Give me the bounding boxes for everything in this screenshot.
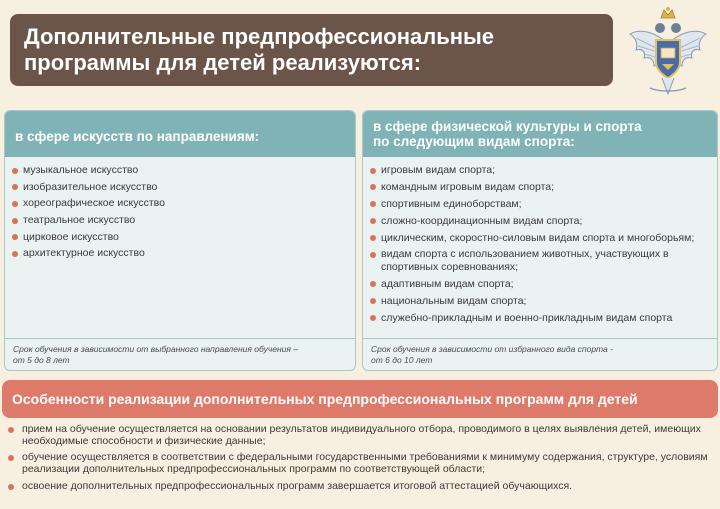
sport-panel-heading (363, 111, 717, 157)
arts-panel-heading (5, 111, 355, 157)
list-item: музыкальное искусство (11, 164, 349, 177)
list-item: служебно-прикладным и военно-прикладным видам спорта (369, 312, 711, 325)
page-title-line-1: Дополнительные предпрофессиональные (24, 24, 495, 49)
sport-heading-line-1: в сфере физической культуры и спорта (373, 119, 642, 134)
list-item: адаптивным видам спорта; (369, 278, 711, 291)
sport-duration-line-2: от 6 до 10 лет (371, 355, 433, 365)
arts-panel (4, 110, 356, 371)
list-item: циклическим, скоростно-силовым видам спорта и многоборьям; (369, 232, 711, 245)
arts-duration-line-2: от 5 до 8 лет (13, 355, 70, 365)
sport-duration-line-1: Срок обучения в зависимости от избранного вида спорта - (371, 344, 613, 354)
page-title-line-2: программы для детей реализуются: (24, 50, 422, 75)
sport-list (363, 157, 717, 324)
list-item: спортивным единоборствам; (369, 198, 711, 211)
features-list (4, 424, 718, 498)
list-item: цирковое искусство (11, 231, 349, 244)
list-item: архитектурное искусство (11, 247, 349, 260)
list-item: обучение осуществляется в соответствии с федеральными государственными требованиями к минимуму содержания, структуре, условиям реализации дополнительных предпрофессиональных программ по соответствующей области; (4, 452, 718, 475)
university-crest-icon (626, 4, 710, 100)
sport-duration-note (363, 338, 717, 370)
list-item: изобразительное искусство (11, 181, 349, 194)
arts-duration-line-1: Срок обучения в зависимости от выбранного направления обучения – (13, 344, 298, 354)
list-item: национальным видам спорта; (369, 295, 711, 308)
arts-duration-note (5, 338, 355, 370)
list-item: хореографическое искусство (11, 197, 349, 210)
page-title (10, 14, 613, 86)
sport-panel (362, 110, 718, 371)
list-item: освоение дополнительных предпрофессиональных программ завершается итоговой аттестацией обучающихся. (4, 481, 718, 493)
list-item: игровым видам спорта; (369, 164, 711, 177)
list-item: прием на обучение осуществляется на основании результатов индивидуального отбора, проводимого в целях выявления детей, имеющих необходимые способности и физические данные; (4, 424, 718, 447)
list-item: сложно-координационным видам спорта; (369, 215, 711, 228)
list-item: театральное искусство (11, 214, 349, 227)
arts-heading-text: в сфере искусств по направлениям: (15, 128, 260, 144)
sport-heading-line-2: по следующим видам спорта: (373, 134, 575, 149)
list-item: видам спорта с использованием животных, участвующих в спортивных соревнованиях; (369, 248, 711, 273)
list-item: командным игровым видам спорта; (369, 181, 711, 194)
features-heading: Особенности реализации дополнительных предпрофессиональных программ для детей (2, 380, 718, 418)
arts-list (5, 157, 355, 260)
